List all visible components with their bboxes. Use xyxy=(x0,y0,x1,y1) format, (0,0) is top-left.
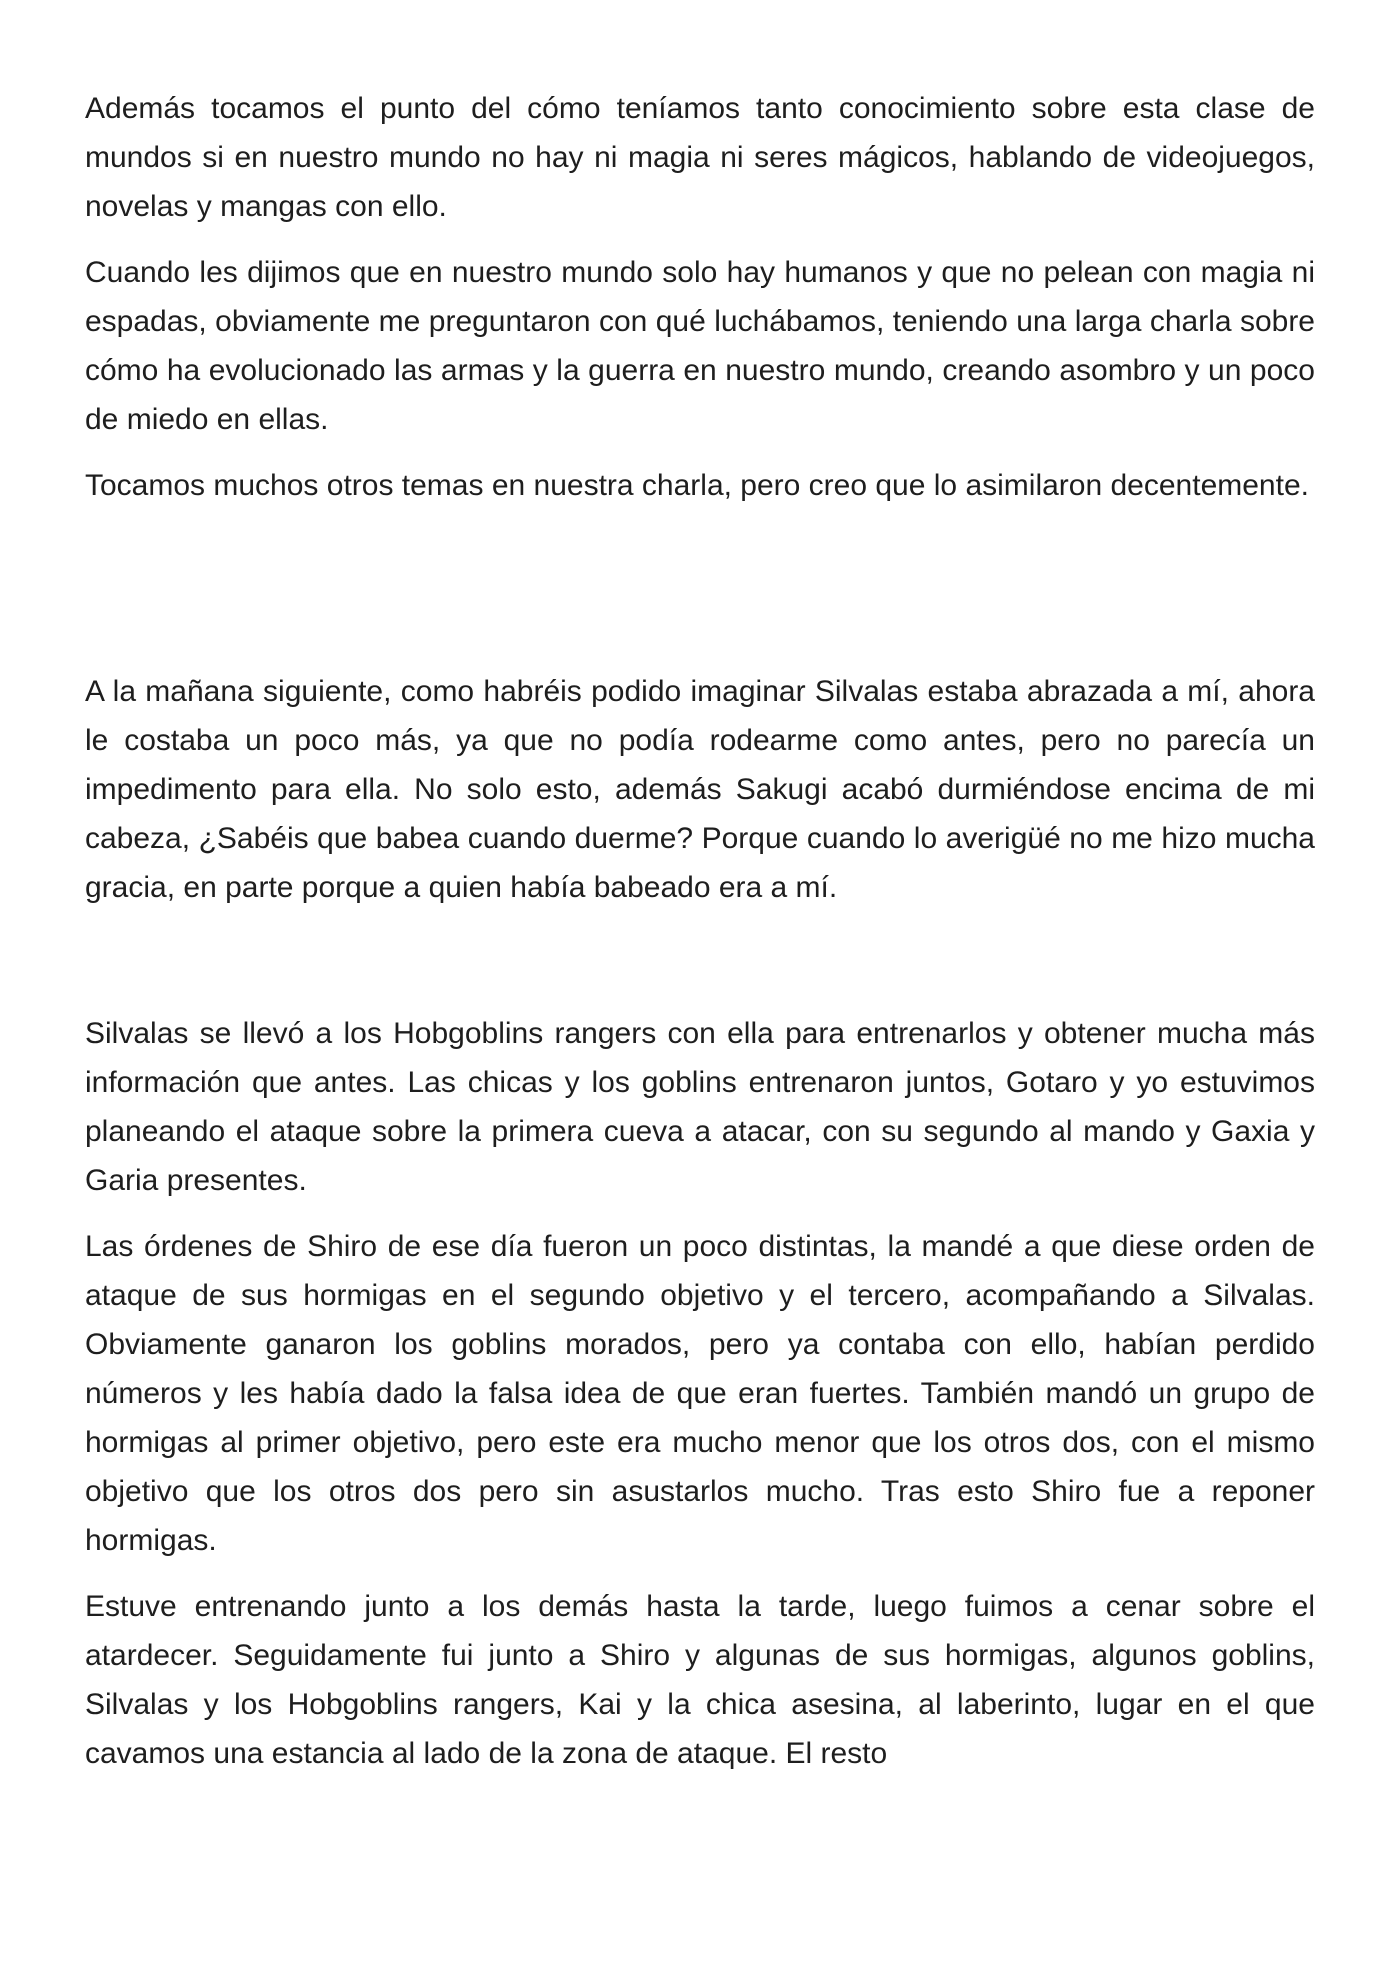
paragraph-1: Además tocamos el punto del cómo teníamos tanto conocimiento sobre esta clase de mundos si en nuestro mundo no hay ni magia ni seres mágicos, hablando de videojuegos, novelas y mangas con ello. xyxy=(85,92,1315,223)
paragraph-5: Silvalas se llevó a los Hobgoblins rangers con ella para entrenarlos y obtener mucha más información que antes. Las chicas y los goblins entrenaron juntos, Gotaro y yo estuvimos planeando el ataque sobre la primera cueva a atacar, con su segundo al mando y Gaxia y Garia presentes. xyxy=(85,1017,1315,1197)
paragraph-7: Estuve entrenando junto a los demás hasta la tarde, luego fuimos a cenar sobre el atardecer. Seguidamente fui junto a Shiro y algunas de sus hormigas, algunos goblins, Silvalas y los Hobgoblins rangers, Kai y la chica asesina, al laberinto, lugar en el que cavamos una estancia al lado de la zona de ataque. El resto xyxy=(85,1590,1315,1770)
paragraph-6: Las órdenes de Shiro de ese día fueron un poco distintas, la mandé a que diese orden de ataque de sus hormigas en el segundo objetivo y el tercero, acompañando a Silvalas. Obviamente ganaron los goblins morados, pero ya contaba con ello, habían perdido números y les había dado la falsa idea de que eran fuertes. También mandó un grupo de hormigas al primer objetivo, pero este era mucho menor que los otros dos, con el mismo objetivo que los otros dos pero sin asustarlos mucho. Tras esto Shiro fue a reponer hormigas. xyxy=(85,1230,1315,1557)
section-break-2 xyxy=(85,929,1315,1009)
paragraph-4: A la mañana siguiente, como habréis podido imaginar Silvalas estaba abrazada a mí, ahora le costaba un poco más, ya que no podía rodearme como antes, pero no parecía un impedimento para ella. No solo esto, además Sakugi acabó durmiéndose encima de mi cabeza, ¿Sabéis que babea cuando duerme? Porque cuando lo averigüé no me hizo mucha gracia, en parte porque a quien había babeado era a mí. xyxy=(85,675,1315,904)
section-break-1 xyxy=(85,527,1315,667)
document-page xyxy=(85,84,1315,1795)
paragraph-3: Tocamos muchos otros temas en nuestra charla, pero creo que lo asimilaron decentemente. xyxy=(85,469,1309,502)
paragraph-2: Cuando les dijimos que en nuestro mundo solo hay humanos y que no pelean con magia ni espadas, obviamente me preguntaron con qué luchábamos, teniendo una larga charla sobre cómo ha evolucionado las armas y la guerra en nuestro mundo, creando asombro y un poco de miedo en ellas. xyxy=(85,256,1315,436)
